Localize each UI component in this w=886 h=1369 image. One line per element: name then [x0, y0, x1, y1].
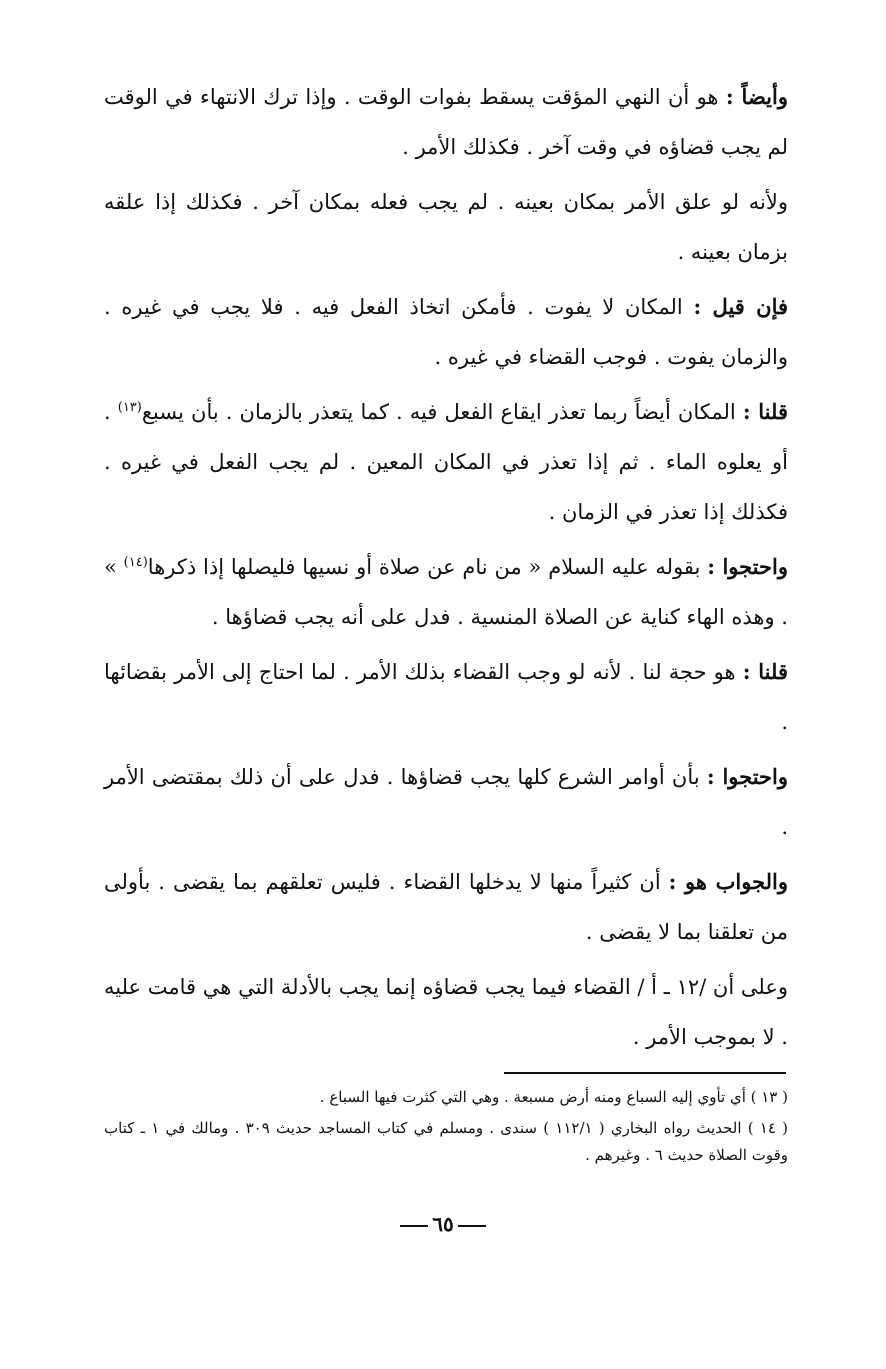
paragraph-text-continued: . أو يعلوه الماء . ثم إذا تعذر في المكان المعين . لم يجب الفعل في غيره . فكذلك إذا تعذر في الزمان .	[104, 400, 788, 524]
page-number-dash-left	[400, 1225, 428, 1227]
paragraph-lead: والجواب هو :	[668, 869, 788, 894]
paragraph-8	[104, 857, 788, 957]
paragraph-text: المكان أيضاً ربما تعذر ايقاع الفعل فيه . كما يتعذر بالزمان . بأن يسبع	[141, 400, 743, 424]
paragraph-5	[104, 542, 788, 642]
page-number	[0, 1212, 886, 1236]
footnote-reference[interactable]: (١٣)	[117, 400, 142, 415]
paragraph-text: المكان لا يفوت . فأمكن اتخاذ الفعل فيه . فلا يجب في غيره . والزمان يفوت . فوجب القضاء في غيره .	[104, 295, 788, 369]
paragraph-lead: واحتجوا :	[707, 554, 788, 579]
paragraph-text: بأن أوامر الشرع كلها يجب قضاؤها . فدل على أن ذلك بمقتضى الأمر .	[104, 765, 788, 839]
paragraph-text: هو أن النهي المؤقت يسقط بفوات الوقت . وإذا ترك الانتهاء في الوقت لم يجب قضاؤه في وقت آخر . فكذلك الأمر .	[104, 85, 788, 159]
paragraph-text: أن كثيراً منها لا يدخلها القضاء . فليس تعلقهم بما يقضى . بأولى من تعلقنا بما لا يقضى .	[104, 870, 788, 944]
paragraph-lead: قلنا :	[742, 399, 788, 424]
paragraph-7	[104, 752, 788, 852]
paragraph-9	[104, 962, 788, 1062]
paragraph-lead: قلنا :	[742, 659, 788, 684]
paragraph-text: بقوله عليه السلام « من نام عن صلاة أو نسيها فليصلها إذا ذكرها	[147, 555, 708, 579]
paragraph-lead: وأيضاً :	[725, 84, 788, 109]
footnote-13: ( ١٣ ) أي تأوي إليه السباع ومنه أرض مسبعة . وهي التي كثرت فيها السباع .	[319, 1088, 788, 1106]
footnotes	[104, 1084, 788, 1173]
paragraph-2	[104, 177, 788, 277]
page-number-value: ٦٥	[432, 1212, 454, 1236]
paragraph-text: وعلى أن /١٢ ـ أ / القضاء فيما يجب قضاؤه إنما يجب بالأدلة التي هي قامت عليه . لا بموجب الأمر .	[104, 975, 789, 1049]
footnote-reference[interactable]: (١٤)	[123, 555, 148, 570]
footnote-14: ( ١٤ ) الحديث رواه البخاري ( ١١٢/١ ) سندى . ومسلم في كتاب المساجد حديث ٣٠٩ . ومالك في ١ ـ كتاب وقوت الصلاة حديث ٦ . وغيرهم .	[104, 1119, 788, 1164]
paragraph-1	[104, 72, 788, 172]
paragraph-text: ولأنه لو علق الأمر بمكان بعينه . لم يجب فعله بمكان آخر . فكذلك إذا علقه بزمان بعينه .	[104, 190, 788, 264]
main-text	[104, 72, 788, 1067]
paragraph-lead: فإن قيل :	[693, 294, 789, 319]
paragraph-lead: واحتجوا :	[706, 764, 788, 789]
paragraph-4	[104, 387, 788, 537]
paragraph-text-continued: » . وهذه الهاء كناية عن الصلاة المنسية . فدل على أنه يجب قضاؤها .	[104, 555, 788, 629]
paragraph-3	[104, 282, 788, 382]
footnote-divider	[504, 1072, 786, 1074]
paragraph-text: هو حجة لنا . لأنه لو وجب القضاء بذلك الأمر . لما احتاج إلى الأمر بقضائها .	[104, 660, 788, 734]
paragraph-6	[104, 647, 788, 747]
page-number-dash-right	[458, 1225, 486, 1227]
